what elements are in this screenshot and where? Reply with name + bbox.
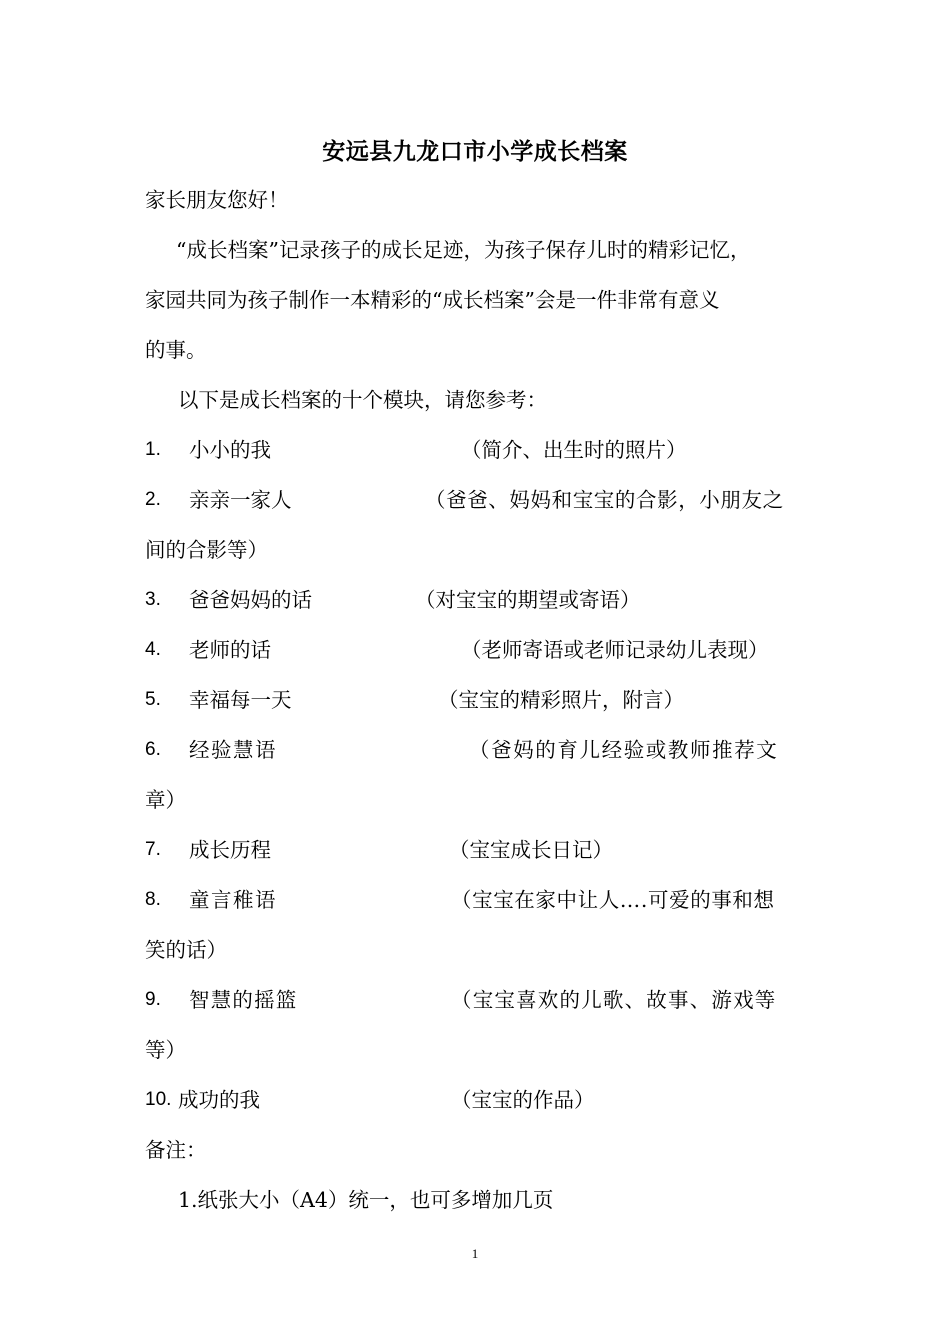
modules-intro: 以下是成长档案的十个模块，请您参考： bbox=[178, 388, 547, 412]
intro-line-3: 的事。 bbox=[145, 338, 207, 362]
list-item-number: 1. bbox=[145, 439, 161, 460]
list-item-label: 幸福每一天 bbox=[189, 688, 292, 712]
list-item-description: （老师寄语或老师记录幼儿表现） bbox=[461, 638, 769, 662]
list-item-number: 8. bbox=[145, 889, 161, 910]
list-item-description: （宝宝的精彩照片，附言） bbox=[438, 688, 684, 712]
list-item-label: 成功的我 bbox=[178, 1088, 260, 1112]
list-item-description: （简介、出生时的照片） bbox=[461, 438, 687, 462]
list-item-label: 智慧的摇篮 bbox=[189, 988, 298, 1012]
list-item-label: 亲亲一家人 bbox=[189, 488, 292, 512]
page-number: 1 bbox=[471, 1246, 479, 1261]
list-item-description: （宝宝在家中让人….可爱的事和想 bbox=[451, 888, 775, 912]
list-item-description: （宝宝喜欢的儿歌、故事、游戏等 bbox=[451, 988, 777, 1012]
intro-line-2: 家园共同为孩子制作一本精彩的“成长档案”会是一件非常有意义 bbox=[145, 288, 720, 312]
list-item-description: （对宝宝的期望或寄语） bbox=[415, 588, 641, 612]
list-item-number: 9. bbox=[145, 989, 161, 1010]
list-item-continuation: 笑的话） bbox=[145, 938, 227, 962]
list-item-label: 小小的我 bbox=[189, 438, 271, 462]
notes-heading: 备注： bbox=[145, 1138, 207, 1162]
note-item: 1.纸张大小（A4）统一，也可多增加几页 bbox=[178, 1188, 554, 1212]
document-title: 安远县九龙口市小学成长档案 bbox=[322, 138, 628, 165]
list-item-number: 6. bbox=[145, 739, 161, 760]
greeting: 家长朋友您好！ bbox=[145, 188, 289, 212]
list-item-description: （宝宝的作品） bbox=[451, 1088, 595, 1112]
list-item-label: 爸爸妈妈的话 bbox=[189, 588, 312, 612]
list-item-number: 10. bbox=[145, 1089, 172, 1110]
list-item-label: 成长历程 bbox=[189, 838, 271, 862]
list-item-label: 童言稚语 bbox=[189, 888, 277, 912]
list-item-description: （爸妈的育儿经验或教师推荐文 bbox=[469, 738, 779, 762]
list-item-number: 5. bbox=[145, 689, 161, 710]
list-item-description: （爸爸、妈妈和宝宝的合影，小朋友之 bbox=[425, 488, 784, 512]
list-item-continuation: 等） bbox=[145, 1038, 186, 1062]
intro-line-1: “成长档案”记录孩子的成长足迹，为孩子保存儿时的精彩记忆， bbox=[176, 238, 751, 262]
list-item-number: 7. bbox=[145, 839, 161, 860]
list-item-description: （宝宝成长日记） bbox=[449, 838, 613, 862]
list-item-number: 2. bbox=[145, 489, 161, 510]
list-item-continuation: 间的合影等） bbox=[145, 538, 268, 562]
list-item-label: 老师的话 bbox=[189, 638, 271, 662]
list-item-number: 4. bbox=[145, 639, 161, 660]
list-item-label: 经验慧语 bbox=[189, 738, 277, 762]
list-item-continuation: 章） bbox=[145, 788, 186, 812]
list-item-number: 3. bbox=[145, 589, 161, 610]
